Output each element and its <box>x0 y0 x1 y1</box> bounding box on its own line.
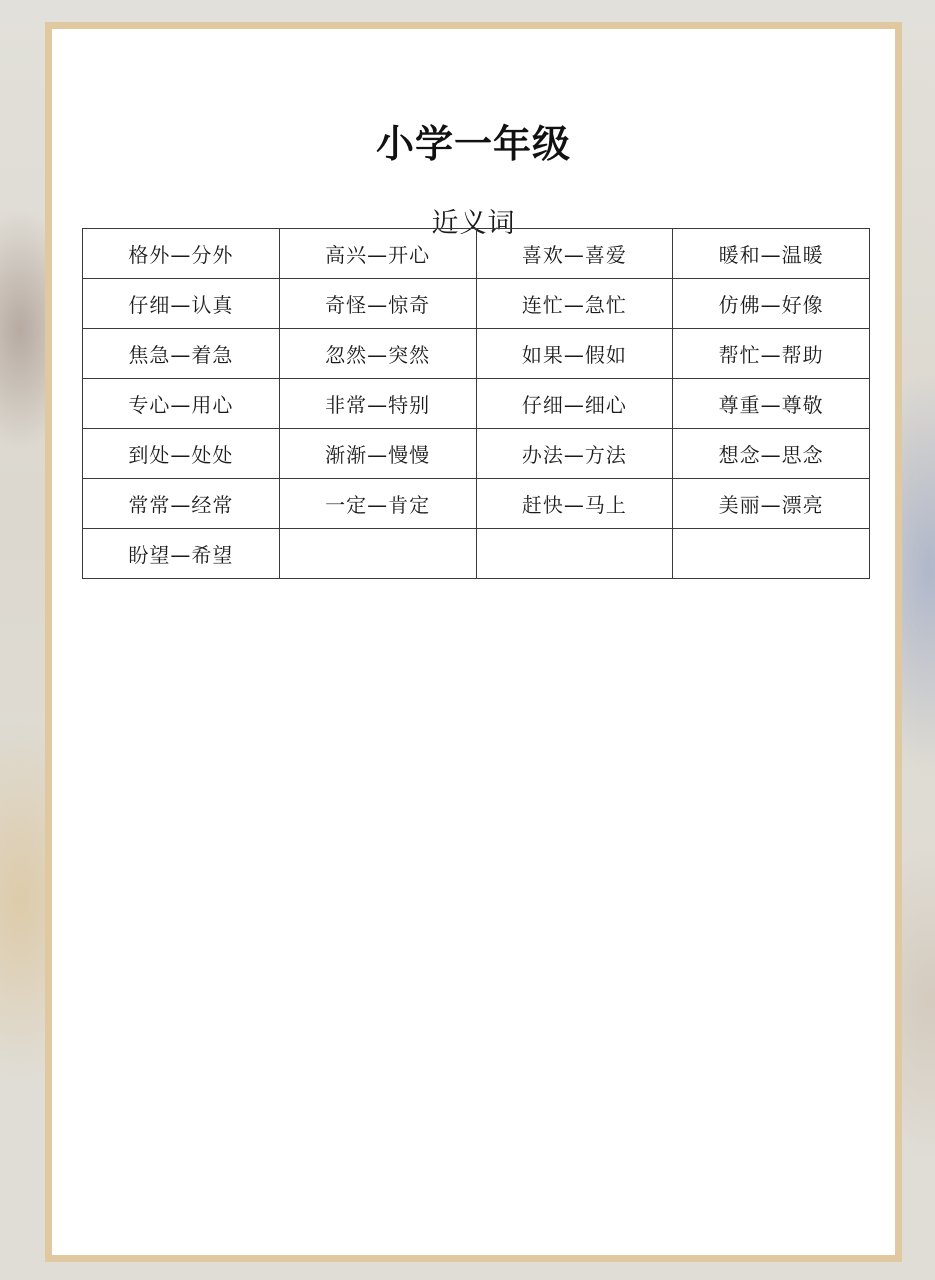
table-cell: 非常—特别 <box>279 379 476 429</box>
page-title: 小学一年级 <box>375 122 571 166</box>
table-row <box>83 279 870 329</box>
table-cell: 到处—处处 <box>83 429 280 479</box>
table-cell: 办法—方法 <box>476 429 673 479</box>
table-cell: 焦急—着急 <box>83 329 280 379</box>
section-heading: 近义词 <box>431 208 516 239</box>
table-cell-empty <box>476 529 673 579</box>
table-cell: 想念—思念 <box>673 429 870 479</box>
table-row <box>83 479 870 529</box>
table-cell: 尊重—尊敬 <box>673 379 870 429</box>
table-cell: 仔细—认真 <box>83 279 280 329</box>
table-row <box>83 229 870 279</box>
table-cell: 渐渐—慢慢 <box>279 429 476 479</box>
table-cell: 高兴—开心 <box>279 229 476 279</box>
table-cell: 仔细—细心 <box>476 379 673 429</box>
table-cell: 一定—肯定 <box>279 479 476 529</box>
table-row <box>83 429 870 479</box>
paper-page <box>45 22 902 1262</box>
table-row <box>83 379 870 429</box>
table-cell: 暖和—温暖 <box>673 229 870 279</box>
table-cell: 常常—经常 <box>83 479 280 529</box>
table-row <box>83 329 870 379</box>
table-cell: 专心—用心 <box>83 379 280 429</box>
table-cell: 连忙—急忙 <box>476 279 673 329</box>
table-cell: 格外—分外 <box>83 229 280 279</box>
synonym-table <box>82 228 870 579</box>
table-cell: 赶快—马上 <box>476 479 673 529</box>
table-cell: 喜欢—喜爱 <box>476 229 673 279</box>
table-cell: 美丽—漂亮 <box>673 479 870 529</box>
table-cell: 忽然—突然 <box>279 329 476 379</box>
table-cell-empty <box>673 529 870 579</box>
table-cell: 盼望—希望 <box>83 529 280 579</box>
table-cell: 仿佛—好像 <box>673 279 870 329</box>
table-cell: 如果—假如 <box>476 329 673 379</box>
table-row <box>83 529 870 579</box>
table-cell: 奇怪—惊奇 <box>279 279 476 329</box>
table-cell: 帮忙—帮助 <box>673 329 870 379</box>
table-cell-empty <box>279 529 476 579</box>
